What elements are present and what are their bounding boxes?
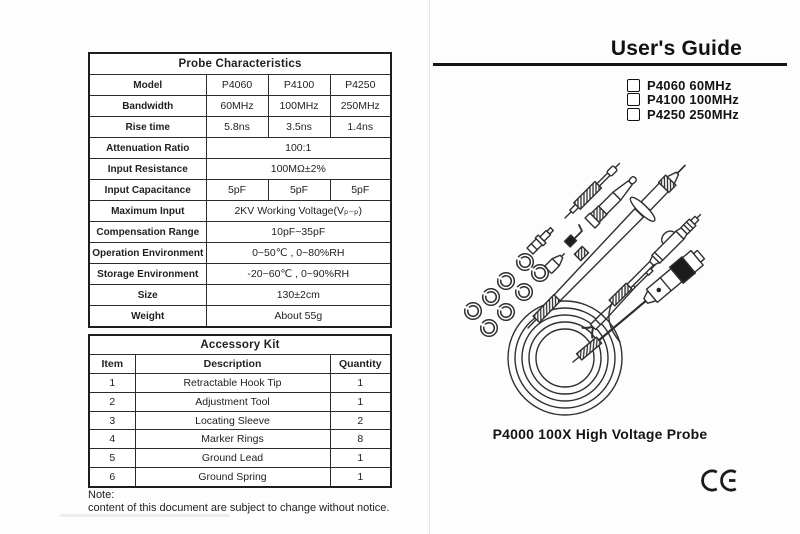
model-option [627,93,739,108]
locating-sleeve-1 [526,225,556,255]
note-text: content of this document are subject to change without notice. [88,502,390,514]
row-value: 1.4ns [330,117,391,138]
row-value: Marker Rings [135,430,330,449]
row-value: 2 [330,411,391,430]
row-value: Ground Lead [135,449,330,468]
table-row [89,411,391,430]
probe-characteristics-table [88,52,392,328]
marker-rings [464,254,549,337]
ce-mark-icon [699,468,743,495]
ground-spring [574,246,588,260]
table-row [89,449,391,468]
row-label: Model [89,75,206,96]
row-label: Input Capacitance [89,180,206,201]
table-row [89,430,391,449]
row-value: 2 [89,392,135,411]
product-caption: P4000 100X High Voltage Probe [492,426,708,442]
row-value: 5pF [206,180,268,201]
row-label: Operation Environment [89,243,206,264]
row-value: 0~50℃ , 0~80%RH [206,243,391,264]
title-underline [433,63,787,66]
probe-table-body [89,75,391,328]
model-option [627,78,739,93]
page-fold-line [429,0,430,534]
table-row [89,392,391,411]
row-value: 4 [89,430,135,449]
checkbox-icon [627,79,640,92]
table-row [89,222,391,243]
row-value: 8 [330,430,391,449]
row-label: Rise time [89,117,206,138]
row-value: 130±2cm [206,285,391,306]
row-value: 5.8ns [206,117,268,138]
row-value: 100:1 [206,138,391,159]
column-header: Description [135,354,330,373]
row-value: 3.5ns [268,117,330,138]
row-value: 1 [330,468,391,487]
row-value: 5pF [268,180,330,201]
row-value: 250MHz [330,96,391,117]
table-row [89,285,391,306]
table-row [89,75,391,96]
row-label: Weight [89,306,206,328]
ce-mark [699,468,743,500]
note-label: Note: [88,489,115,501]
row-value: 2KV Working Voltage(Vₚ₋ₚ) [206,201,391,222]
row-value: 100MHz [268,96,330,117]
model-checklist [627,78,739,122]
table-row [89,373,391,392]
row-value: 1 [330,373,391,392]
row-label: Bandwidth [89,96,206,117]
row-label: Size [89,285,206,306]
checkbox-icon [627,93,640,106]
model-label: P4250 250MHz [647,106,740,122]
row-value: 6 [89,468,135,487]
probe-table-title: Probe Characteristics [89,53,391,75]
row-label: Compensation Range [89,222,206,243]
accessory-kit-table [88,334,392,488]
row-value: Adjustment Tool [135,392,330,411]
table-row [89,243,391,264]
row-value: About 55g [206,306,391,328]
row-value: 5 [89,449,135,468]
table-row [89,180,391,201]
column-header: Item [89,354,135,373]
table-row [89,264,391,285]
probe-kit-illustration [440,118,790,426]
row-value: Ground Spring [135,468,330,487]
row-value: P4250 [330,75,391,96]
row-value: 1 [330,449,391,468]
table-row [89,468,391,487]
row-value: 10pF~35pF [206,222,391,243]
table-row [89,306,391,328]
row-value: P4100 [268,75,330,96]
row-value: P4060 [206,75,268,96]
footnote [88,489,389,515]
row-value: 3 [89,411,135,430]
table-row [89,96,391,117]
row-value: 1 [330,392,391,411]
row-label: Attenuation Ratio [89,138,206,159]
table-row [89,117,391,138]
table-title-row [89,53,391,75]
table-row [89,201,391,222]
row-value: Retractable Hook Tip [135,373,330,392]
table-row [89,159,391,180]
accessory-table-body [89,373,391,487]
row-value: 1 [89,373,135,392]
column-header: Quantity [330,354,391,373]
model-label: P4060 60MHz [647,77,732,93]
row-label: Input Resistance [89,159,206,180]
adjustment-tool [564,225,582,247]
row-value: 100MΩ±2% [206,159,391,180]
table-header-row [89,354,391,373]
row-label: Storage Environment [89,264,206,285]
row-label: Maximum Input [89,201,206,222]
row-value: 60MHz [206,96,268,117]
page-title: User's Guide [610,37,742,60]
model-label: P4100 100MHz [647,92,740,108]
row-value: Locating Sleeve [135,411,330,430]
table-title-row [89,335,391,354]
table-row [89,138,391,159]
row-value: 5pF [330,180,391,201]
accessory-table-title: Accessory Kit [89,335,391,354]
row-value: -20~60℃ , 0~90%RH [206,264,391,285]
